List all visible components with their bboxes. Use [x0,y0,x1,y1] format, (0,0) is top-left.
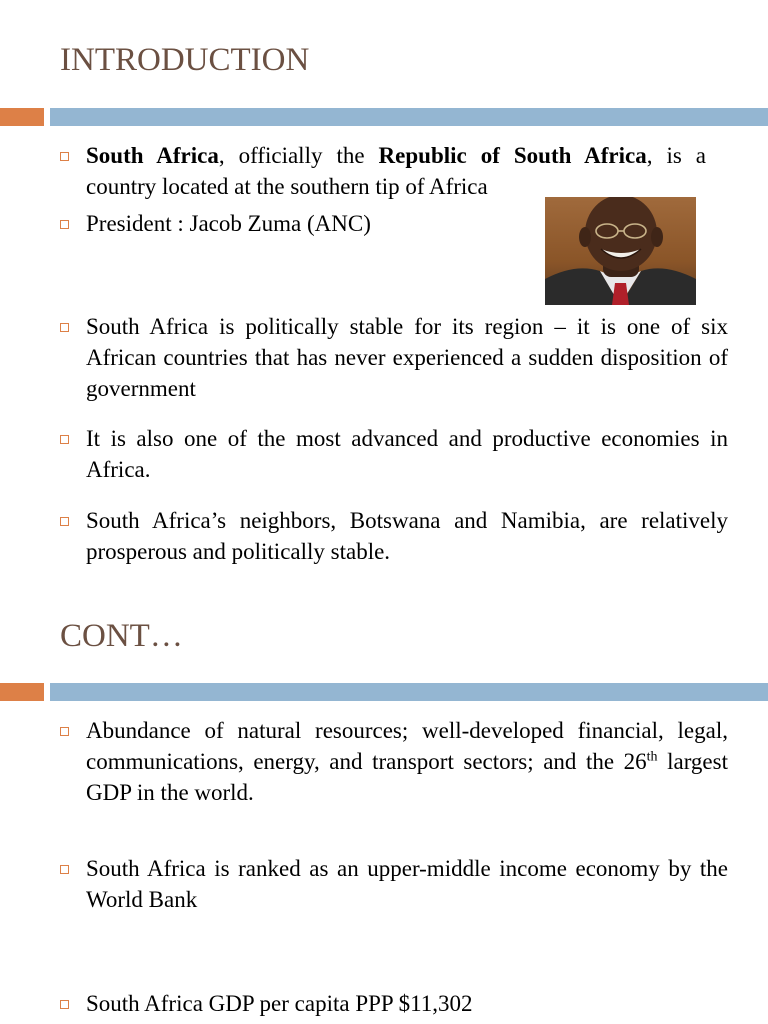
bullet-text [86,140,706,202]
square-bullet-icon [60,517,69,526]
superscript: th [646,749,658,765]
title-accent-bar-blue [50,108,768,126]
text-span: Abundance of natural resources; well-developed financial, legal, communications, energy, and transport sectors; and the 26 [86,718,728,774]
bullet-text: President : Jacob Zuma (ANC) [86,211,371,236]
bullet-text: South Africa is ranked as an upper-middle income economy by the World Bank [86,856,728,912]
text-span: , officially the [218,143,379,168]
slide-cont [0,600,768,1024]
bullet-text [86,715,728,808]
bullet-text: It is also one of the most advanced and productive economies in Africa. [86,426,728,482]
title-accent-bar-orange [0,108,44,126]
text-span: , is a country located at the southern tip of Africa [86,143,706,199]
bullet-text: South Africa GDP per capita PPP $11,302 [86,991,473,1016]
square-bullet-icon [60,865,69,874]
text-span: largest GDP in the world. [86,749,728,805]
square-bullet-icon [60,1000,69,1009]
portrait-photo [545,197,696,305]
bold-text: Republic of South Africa [378,143,647,168]
square-bullet-icon [60,727,69,736]
bullet-text: South Africa’s neighbors, Botswana and Namibia, are relatively prosperous and politically stable. [86,508,728,564]
bold-text: South Africa [86,143,219,168]
slide-title: INTRODUCTION [60,42,310,78]
slide-title: CONT… [60,618,183,654]
square-bullet-icon [60,220,69,229]
square-bullet-icon [60,323,69,332]
square-bullet-icon [60,435,69,444]
title-accent-bar-blue [50,683,768,701]
portrait-illustration [545,197,696,305]
bullet-text: South Africa is politically stable for its region – it is one of six African countries that has never experienced a sudden disposition of government [86,314,728,401]
title-accent-bar-orange [0,683,44,701]
square-bullet-icon [60,152,69,161]
